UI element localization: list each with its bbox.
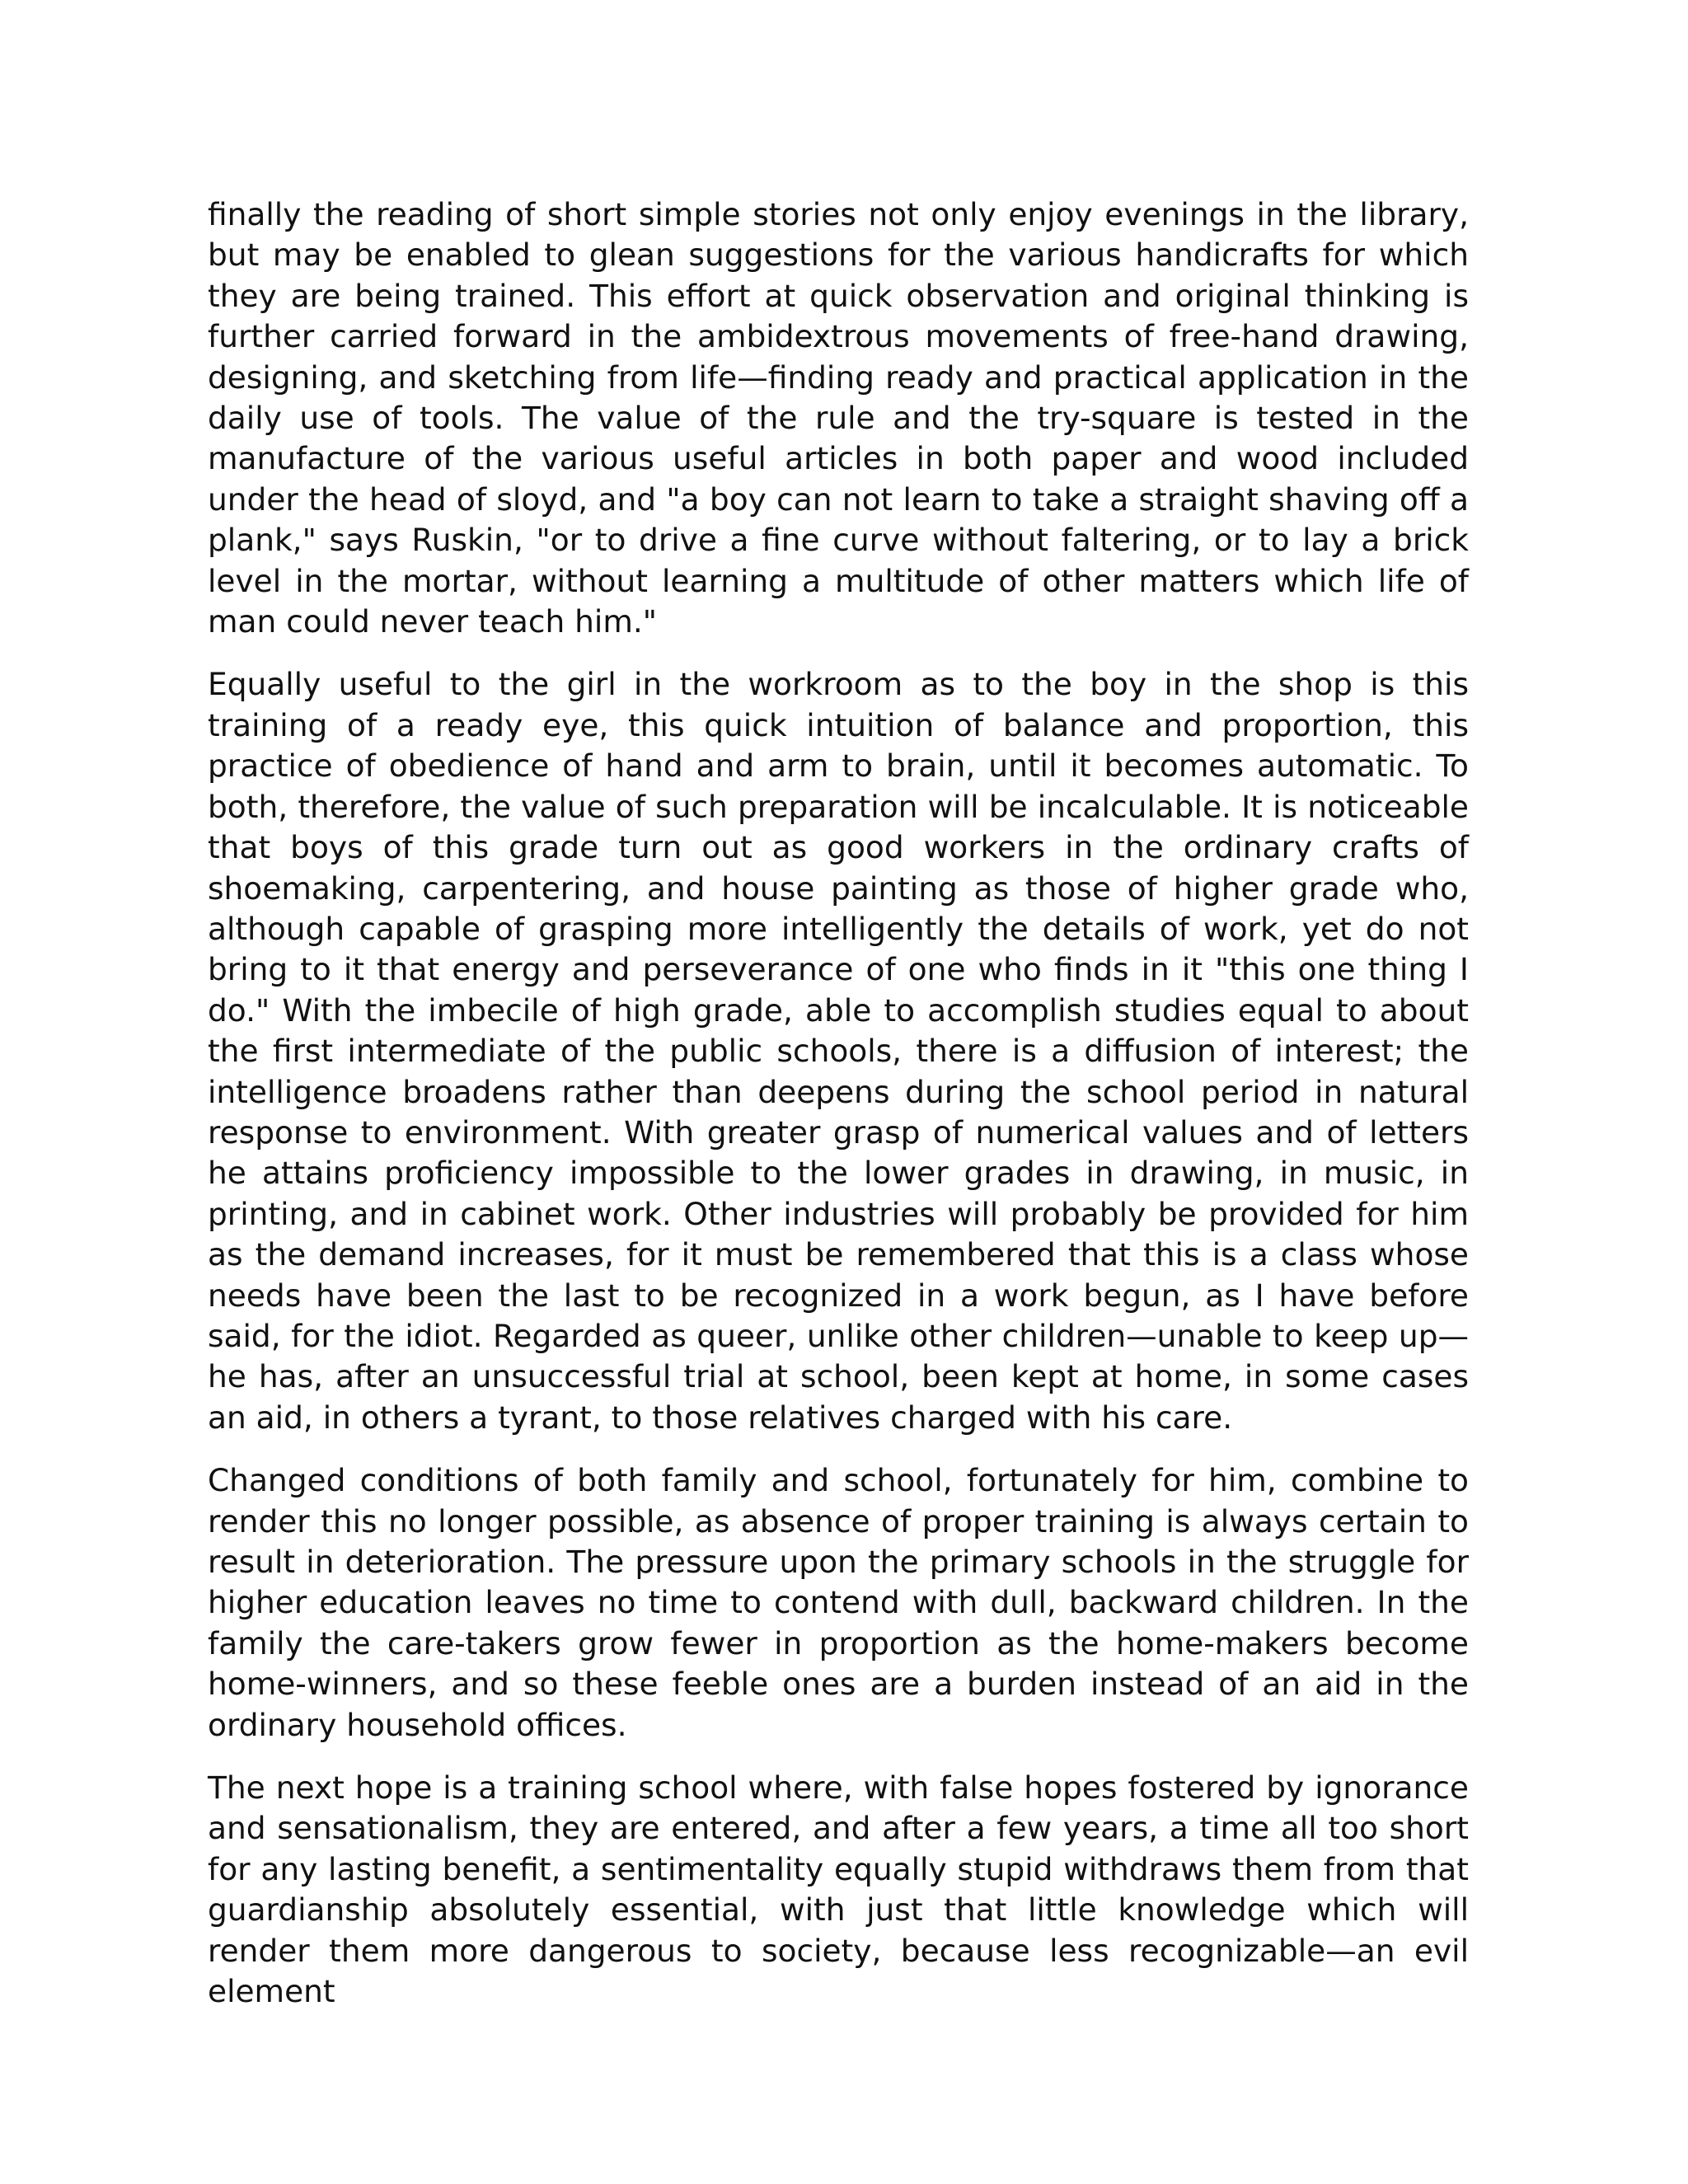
paragraph-1: finally the reading of short simple stories not only enjoy evenings in the library, but may be enabled to glean suggestions for the various handicrafts for which they are being trained. This effort at quick observation and original thinking is further carried forward in the ambidextrous movements of free-hand drawing, designing, and sketching from life—finding ready and practical application in the daily use of tools. The value of the rule and the try-square is tested in the manufacture of the various useful articles in both paper and wood included under the head of sloyd, and "a boy can not learn to take a straight shaving off a plank," says Ruskin, "or to drive a fine curve without faltering, or to lay a brick level in the mortar, without learning a multitude of other matters which life of man could never teach him."	[208, 196, 1469, 640]
paragraph-2: Equally useful to the girl in the workroom as to the boy in the shop is this training of a ready eye, this quick intuition of balance and proportion, this practice of obedience of hand and arm to brain, until it becomes automatic. To both, therefore, the value of such preparation will be incalculable. It is noticeable that boys of this grade turn out as good workers in the ordinary crafts of shoemaking, carpentering, and house painting as those of higher grade who, although capable of grasping more intelligently the details of work, yet do not bring to it that energy and perseverance of one who finds in it "this one thing I do." With the imbecile of high grade, able to accomplish studies equal to about the first intermediate of the public schools, there is a diffusion of interest; the intelligence broadens rather than deepens during the school period in natural response to environment. With greater grasp of numerical values and of letters he attains proficiency impossible to the lower grades in drawing, in music, in printing, and in cabinet work. Other industries will probably be provided for him as the demand increases, for it must be remembered that this is a class whose needs have been the last to be recognized in a work begun, as I have before said, for the idiot. Regarded as queer, unlike other children—unable to keep up—he has, after an unsuccessful trial at school, been kept at home, in some cases an aid, in others a tyrant, to those relatives charged with his care.	[208, 666, 1469, 1436]
paragraph-3: Changed conditions of both family and school, fortunately for him, combine to render this no longer possible, as absence of proper training is always certain to result in deterioration. The pressure upon the primary schools in the struggle for higher education leaves no time to contend with dull, backward children. In the family the care-takers grow fewer in proportion as the home-makers become home-winners, and so these feeble ones are a burden instead of an aid in the ordinary household offices.	[208, 1462, 1469, 1743]
body-text	[208, 194, 1469, 2012]
paragraph-4: The next hope is a training school where, with false hopes fostered by ignorance and sensationalism, they are entered, and after a few years, a time all too short for any lasting benefit, a sentimentality equally stupid withdraws them from that guardianship absolutely essential, with just that little knowledge which will render them more dangerous to society, because less recognizable—an evil element	[208, 1769, 1469, 2010]
